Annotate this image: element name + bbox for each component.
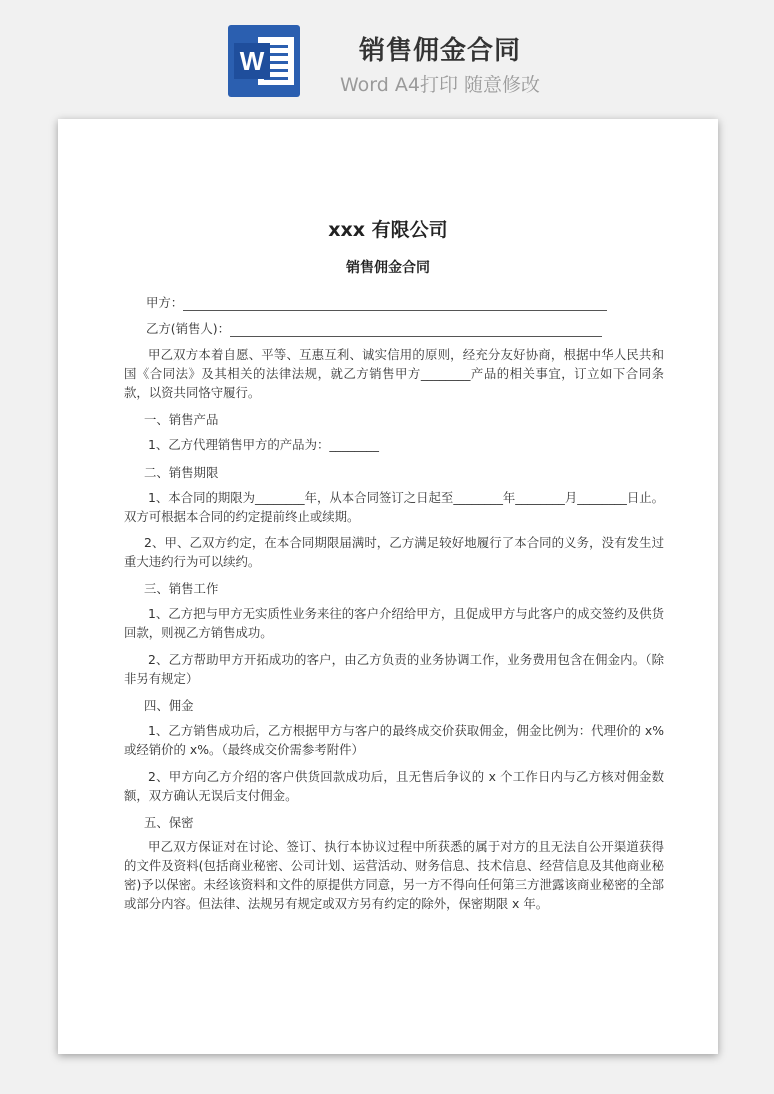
party-a-blank (183, 296, 607, 311)
banner (0, 0, 774, 118)
section-5-p1: 甲乙双方保证对在讨论、签订、执行本协议过程中所获悉的属于对方的且无法自公开渠道获得的文件及资料(包括商业秘密、公司计划、运营活动、财务信息、技术信息、经营信息及其他商业秘密)予以保密。未经该资料和文件的原提供方同意，另一方不得向任何第三方泄露该商业秘密的全部或部分内容。但法律、法规另有规定或双方另有约定的除外，保密期限 x 年。 (124, 839, 664, 911)
section-3-heading: 三、销售工作 (144, 581, 219, 596)
party-b-label: 乙方(销售人)： (146, 321, 231, 336)
section-2-p1: 1、本合同的期限为________年，从本合同签订之日起至________年________月________日止。双方可根据本合同的约定提前终止或续期。 (124, 490, 664, 524)
document-body (58, 119, 718, 1054)
section-3-p1: 1、乙方把与甲方无实质性业务来往的客户介绍给甲方，且促成甲方与此客户的成交签约及供货回款，则视乙方销售成功。 (124, 606, 664, 640)
party-a-line (146, 293, 607, 311)
document-title: 销售佣金合同 (346, 260, 430, 276)
banner-subtitle: Word A4打印 随意修改 (339, 74, 540, 96)
word-icon (228, 25, 300, 97)
section-4-heading: 四、佣金 (144, 698, 194, 713)
banner-title: 销售佣金合同 (358, 36, 521, 66)
section-1-heading: 一、销售产品 (144, 412, 219, 427)
section-3-p2: 2、乙方帮助甲方开拓成功的客户，由乙方负责的业务协调工作，业务费用包含在佣金内。（除非另有规定） (124, 652, 664, 686)
section-4-p2: 2、甲方向乙方介绍的客户供货回款成功后，且无售后争议的 x 个工作日内与乙方核对佣金数额，双方确认无误后支付佣金。 (124, 769, 664, 803)
section-4-p1: 1、乙方销售成功后，乙方根据甲方与客户的最终成交价获取佣金，佣金比例为：代理价的 x%或经销价的 x%。（最终成交价需参考附件） (124, 723, 664, 757)
section-5-heading: 五、保密 (144, 815, 194, 830)
section-2-heading: 二、销售期限 (144, 465, 219, 480)
document-page (58, 119, 718, 1054)
section-1-p1: 1、乙方代理销售甲方的产品为：________ (148, 437, 379, 452)
section-2-p2: 2、甲、乙双方约定，在本合同期限届满时，乙方满足较好地履行了本合同的义务，没有发生过重大违约行为可以续约。 (124, 535, 664, 569)
party-a-label: 甲方： (146, 295, 184, 310)
party-b-line (146, 319, 602, 337)
company-name: xxx 有限公司 (328, 219, 448, 241)
party-b-blank (230, 322, 602, 337)
intro-paragraph: 甲乙双方本着自愿、平等、互惠互利、诚实信用的原则，经充分友好协商，根据中华人民共和国《合同法》及其相关的法律法规，就乙方销售甲方________产品的相关事宜，订立如下合同条款，以资共同恪守履行。 (124, 347, 664, 400)
word-letter: W (234, 43, 270, 79)
